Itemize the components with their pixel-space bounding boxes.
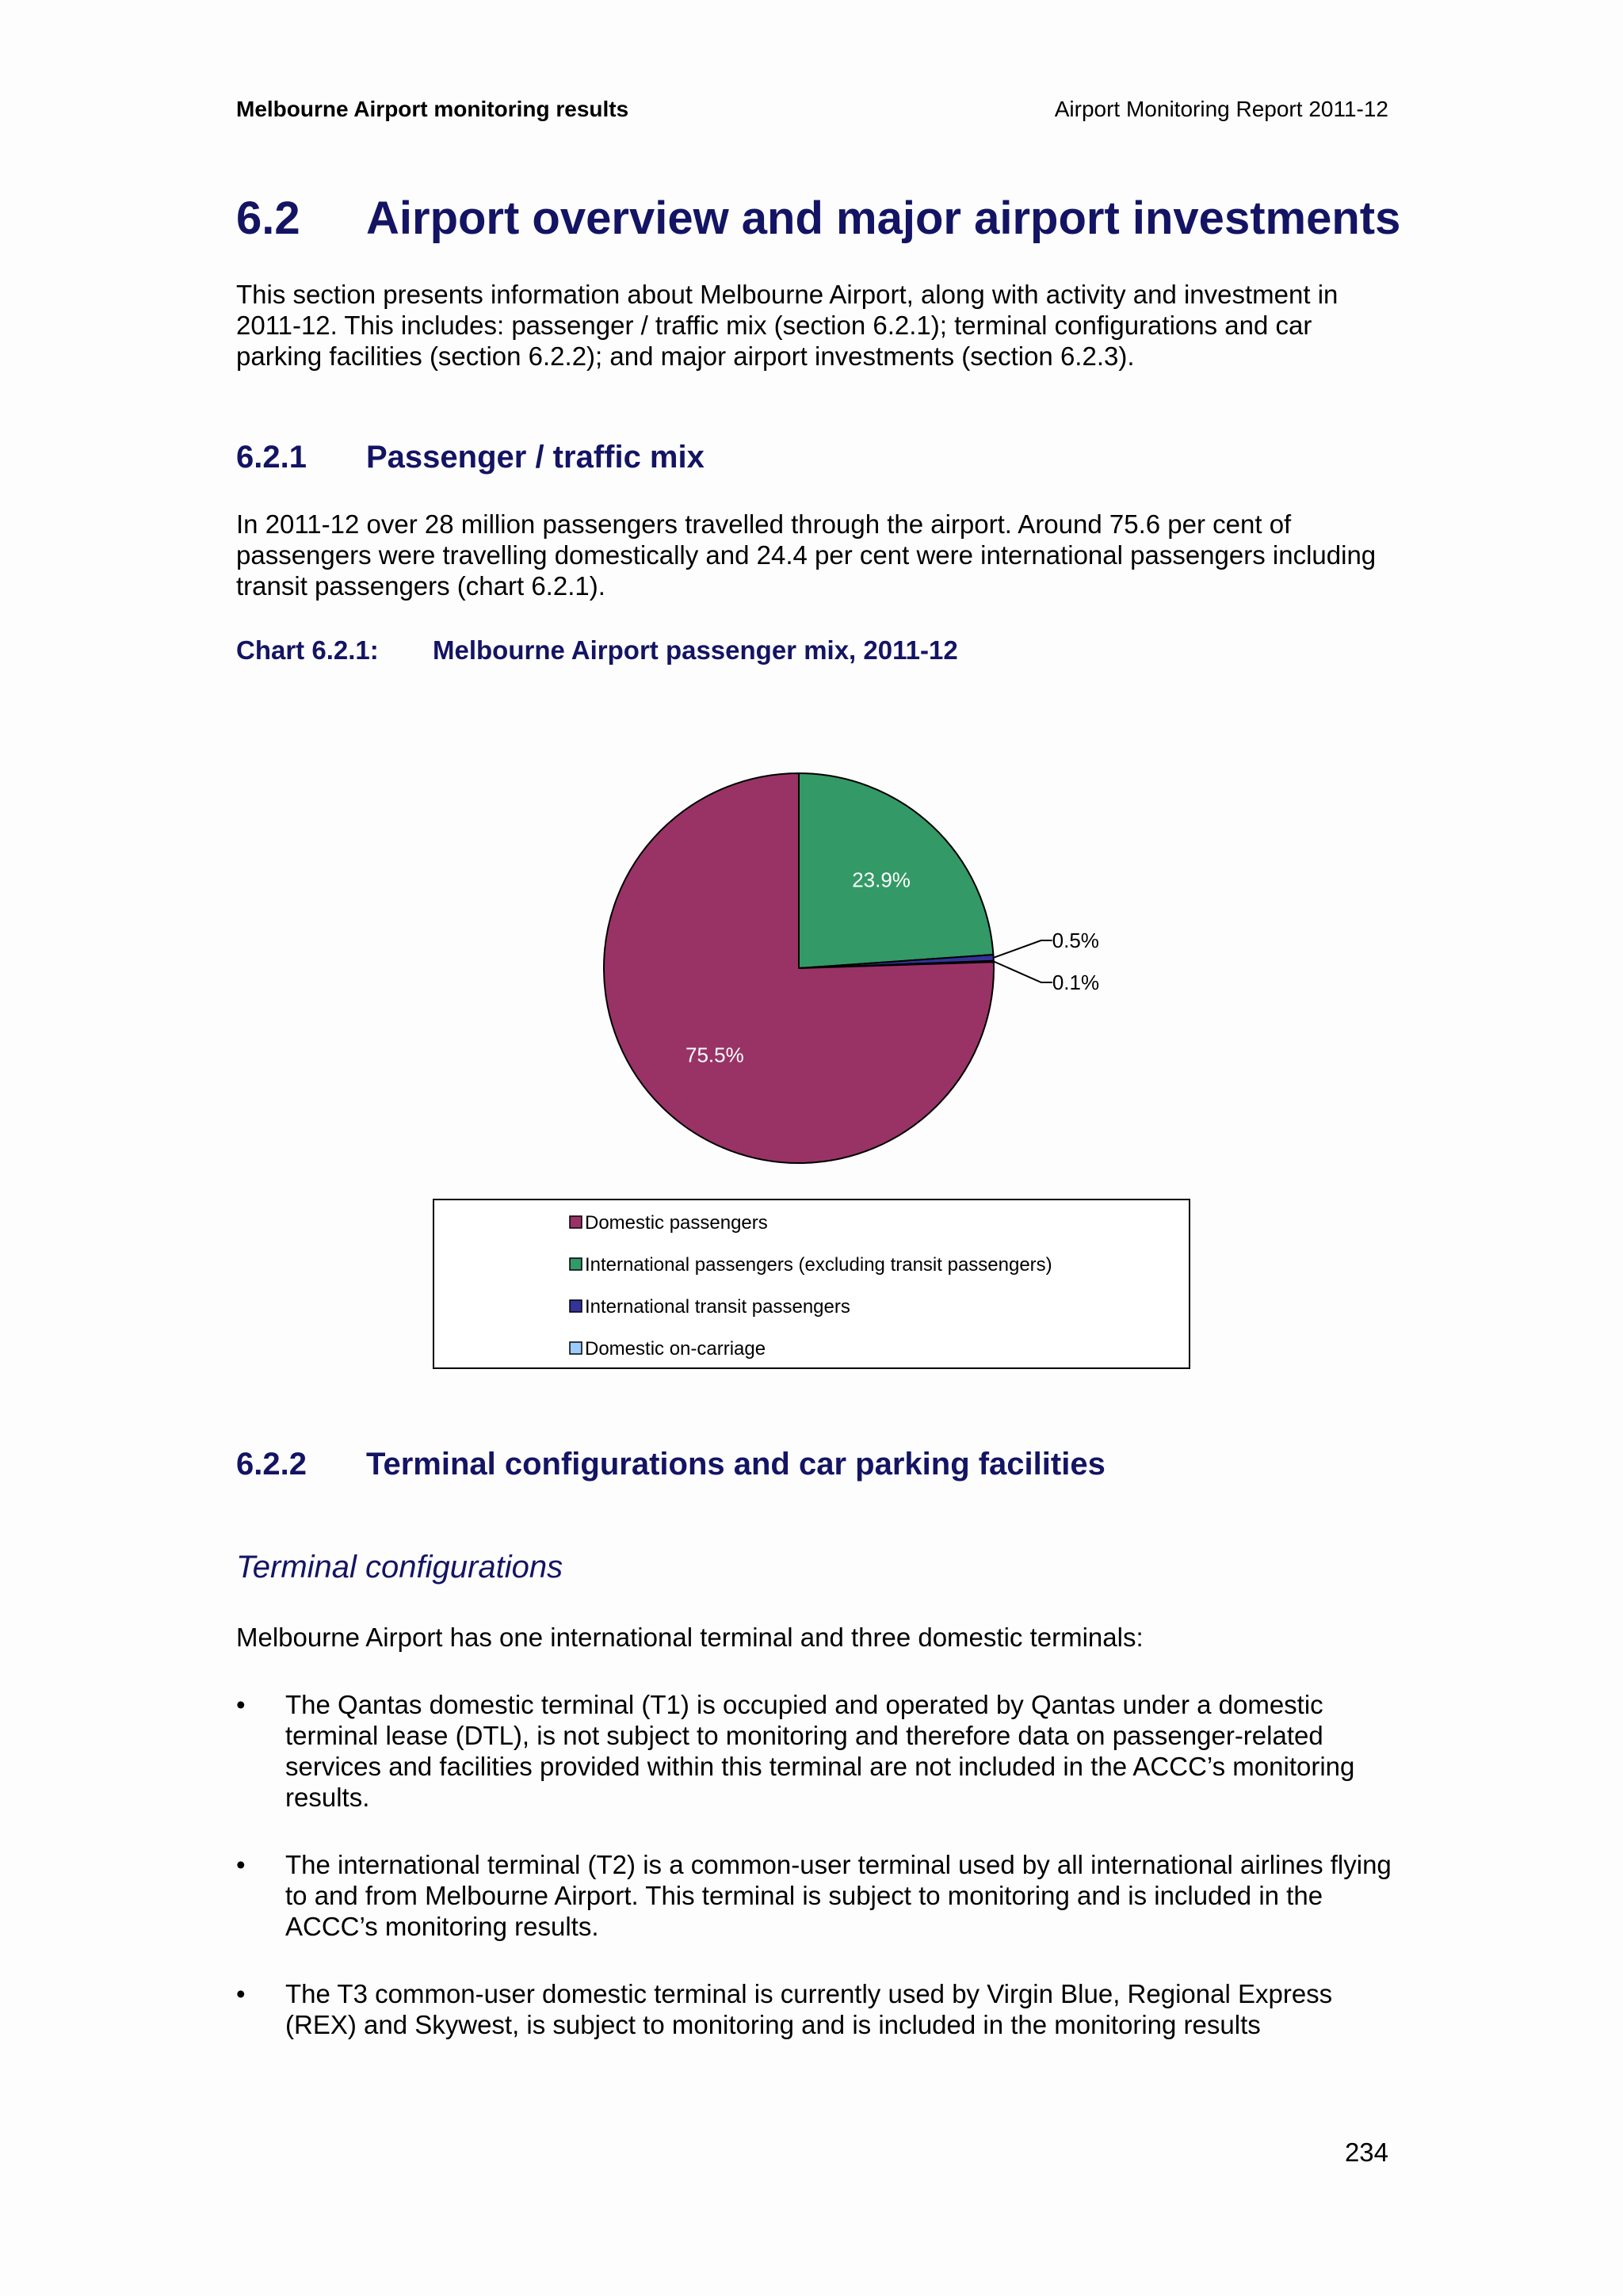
bullet-item — [236, 1689, 1393, 1813]
subsection-number: 6.2.2 — [236, 1447, 307, 1482]
bullet-icon: • — [236, 1690, 246, 1719]
header-right: Airport Monitoring Report 2011-12 — [1054, 97, 1388, 121]
bullet-icon: • — [236, 1979, 246, 2008]
data-label: 75.5% — [685, 1043, 744, 1067]
bullet-text: The Qantas domestic terminal (T1) is occupied and operated by Qantas under a domestic terminal lease (DTL), is not subject to monitoring and therefore data on passenger-related services and facilities provided within this terminal are not included in the ACCC’s monitoring results. — [285, 1690, 1355, 1812]
data-label: 23.9% — [852, 868, 911, 892]
section-number: 6.2 — [236, 193, 300, 244]
subsection-title: Terminal configurations and car parking facilities — [366, 1447, 1106, 1482]
passenger-mix-paragraph: In 2011-12 over 28 million passengers travelled through the airport. Around 75.6 per cent of passengers were travelling domestically and 24.4 per cent were international passengers including transit passengers (chart 6.2.1). — [236, 509, 1377, 601]
header-left: Melbourne Airport monitoring results — [236, 97, 629, 121]
bullet-item — [236, 1978, 1393, 2040]
chart-number: Chart 6.2.1: — [236, 635, 379, 665]
legend-box — [433, 1199, 1190, 1368]
legend-swatch — [570, 1342, 582, 1354]
page-number: 234 — [1344, 2138, 1388, 2167]
terminal-configurations-subheading: Terminal configurations — [236, 1550, 563, 1585]
bullet-item — [236, 1849, 1393, 1942]
leader-line — [994, 940, 1052, 958]
legend-label: Domestic passengers — [585, 1212, 768, 1234]
legend-label: Domestic on-carriage — [585, 1338, 766, 1360]
bullet-icon: • — [236, 1850, 246, 1879]
leader-line — [994, 962, 1052, 982]
subsection-number: 6.2.1 — [236, 440, 307, 475]
legend-swatch — [570, 1300, 582, 1312]
bullet-text: The international terminal (T2) is a common-user terminal used by all international airlines flying to and from Melbourne Airport. This terminal is subject to monitoring and is included in the ACCC’s monitoring results. — [285, 1850, 1392, 1941]
subsection-heading-6-2-2 — [236, 1447, 1106, 1482]
legend-swatch — [570, 1258, 582, 1270]
legend-swatch — [570, 1216, 582, 1228]
data-label: 0.1% — [1052, 971, 1100, 994]
subsection-title: Passenger / traffic mix — [366, 440, 705, 475]
section-title: Airport overview and major airport investments — [366, 193, 1401, 244]
section-intro: This section presents information about Melbourne Airport, along with activity and investment in 2011-12. This includes: passenger / traffic mix (section 6.2.1); terminal configurations and car parking facilities (section 6.2.2); and major airport investments (section 6.2.3). — [236, 280, 1338, 371]
data-label: 0.5% — [1052, 929, 1099, 952]
chart-title: Melbourne Airport passenger mix, 2011-12 — [433, 635, 958, 665]
bullet-text: The T3 common-user domestic terminal is currently used by Virgin Blue, Regional Express (REX) and Skywest, is subject to monitoring and is included in the monitoring results — [285, 1979, 1333, 2039]
legend-label: International passengers (excluding transit passengers) — [585, 1254, 1052, 1276]
legend-label: International transit passengers — [585, 1296, 850, 1318]
pie-slices — [604, 773, 994, 1163]
terminals-intro: Melbourne Airport has one international terminal and three domestic terminals: — [236, 1623, 1144, 1652]
